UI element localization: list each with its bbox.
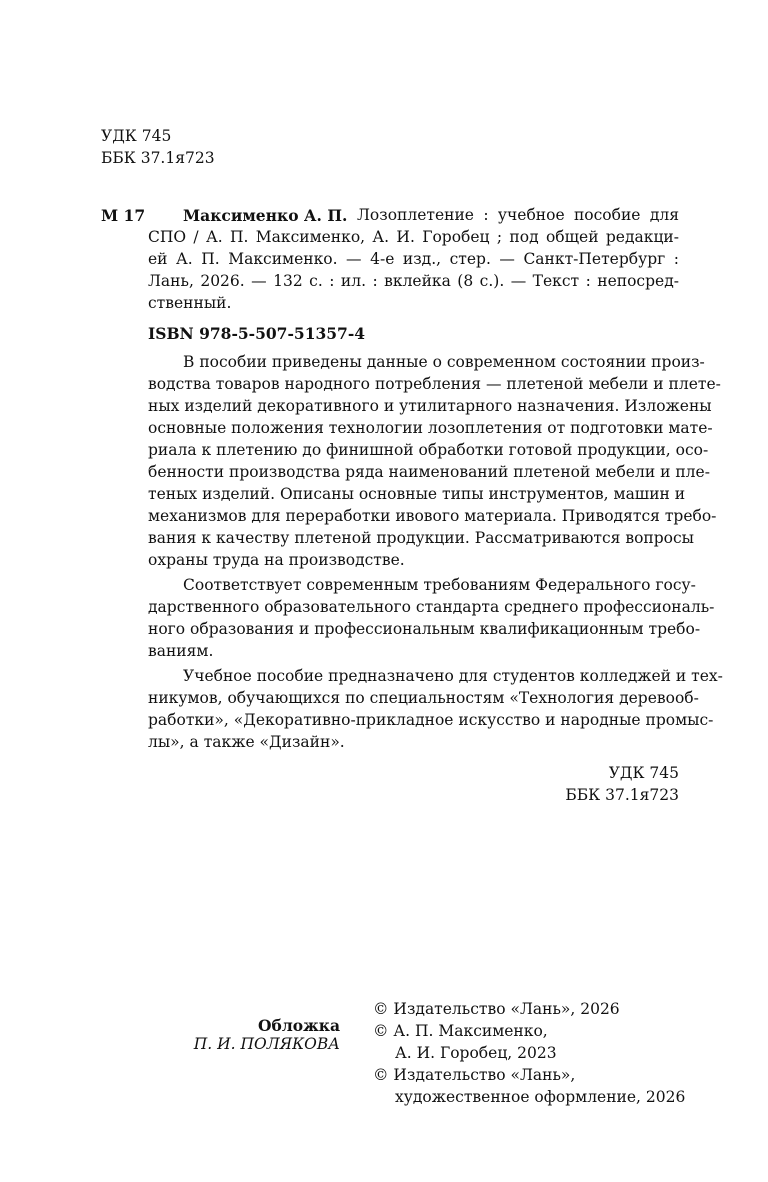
copyright-line-1: © Издательство «Лань», 2026 (373, 1000, 620, 1018)
abstract-p1-line-2: водства товаров народного потребления — плетеной мебели и плете- (148, 375, 721, 393)
abstract-p2-line-1: Соответствует современным требованиям Федерального госу- (183, 576, 696, 594)
bib-line-4: Лань, 2026. — 132 с. : ил. : вклейка (8 с.). — Текст : непосред- (148, 272, 679, 290)
udk-top: УДК 745 (101, 127, 172, 145)
bib-line-2: СПО / А. П. Максименко, А. И. Горобец ; под общей редакци- (148, 228, 679, 246)
copyright-line-4: © Издательство «Лань», (373, 1066, 576, 1084)
abstract-p2-line-4: ваниям. (148, 642, 214, 660)
abstract-p3-line-1: Учебное пособие предназначено для студентов колледжей и тех- (183, 667, 723, 685)
abstract-p1-line-7: теных изделий. Описаны основные типы инструментов, машин и (148, 485, 686, 503)
author-mark: М 17 (101, 206, 146, 225)
abstract-p1-line-4: основные положения технологии лозоплетения от подготовки мате- (148, 419, 713, 437)
bbk-bottom: ББК 37.1я723 (565, 786, 679, 804)
abstract-p1-line-6: бенности производства ряда наименований плетеной мебели и пле- (148, 463, 710, 481)
bbk-top: ББК 37.1я723 (101, 149, 215, 167)
cover-designer: П. И. ПОЛЯКОВА (193, 1035, 340, 1053)
bib-line-3: ей А. П. Максименко. — 4-е изд., стер. — Санкт-Петербург : (148, 250, 679, 268)
abstract-p3-line-2: никумов, обучающихся по специальностям «Технология деревооб- (148, 689, 699, 707)
abstract-p1-line-8: механизмов для переработки ивового материала. Приводятся требо- (148, 507, 717, 525)
isbn: ISBN 978-5-507-51357-4 (148, 324, 366, 343)
bib-line-1: Лозоплетение : учебное пособие для (357, 206, 679, 224)
abstract-p1-line-5: риала к плетению до финишной обработки готовой продукции, осо- (148, 441, 709, 459)
copyright-line-2: © А. П. Максименко, (373, 1022, 548, 1040)
abstract-p3-line-4: лы», а также «Дизайн». (148, 733, 345, 751)
abstract-p1-line-10: охраны труда на производстве. (148, 551, 405, 569)
copyright-line-5: художественное оформление, 2026 (395, 1088, 686, 1106)
abstract-p1-line-9: вания к качеству плетеной продукции. Рассматриваются вопросы (148, 529, 695, 547)
bib-line-5: ственный. (148, 294, 232, 312)
abstract-p2-line-3: ного образования и профессиональным квалификационным требо- (148, 620, 701, 638)
cover-label: Обложка (258, 1016, 340, 1035)
copyright-line-3: А. И. Горобец, 2023 (395, 1044, 557, 1062)
abstract-p2-line-2: дарственного образовательного стандарта среднего профессиональ- (148, 598, 715, 616)
abstract-p1-line-1: В пособии приведены данные о современном состоянии произ- (183, 353, 705, 371)
abstract-p1-line-3: ных изделий декоративного и утилитарного назначения. Изложены (148, 397, 712, 415)
author-name: Максименко А. П. (183, 206, 348, 225)
udk-bottom: УДК 745 (608, 764, 679, 782)
abstract-p3-line-3: работки», «Декоративно-прикладное искусство и народные промыс- (148, 711, 714, 729)
